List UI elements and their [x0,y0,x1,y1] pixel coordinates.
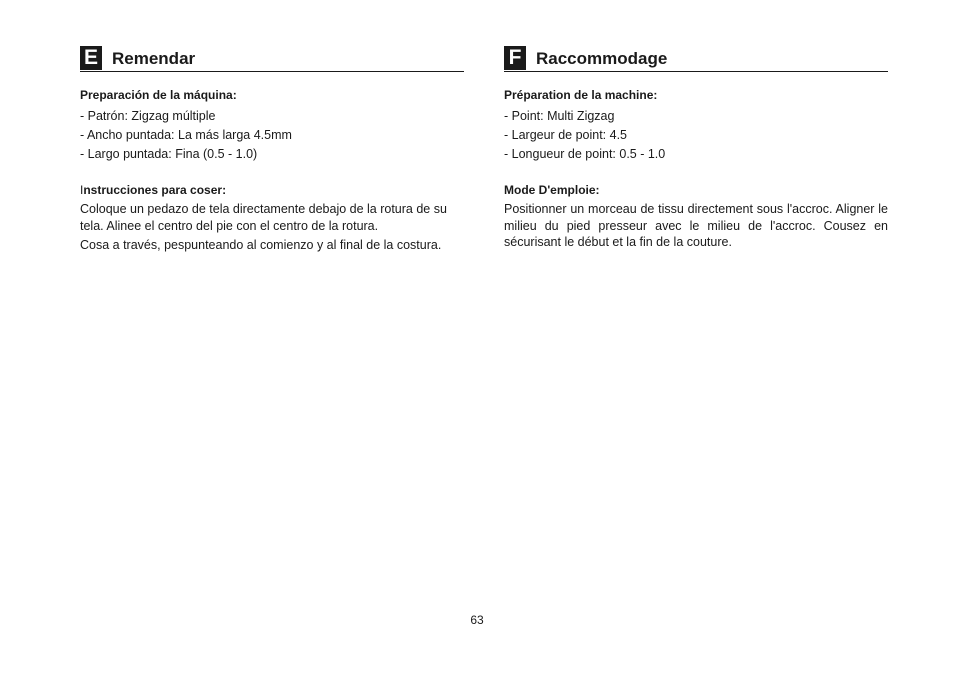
french-section-header [504,45,888,72]
preparation-list [504,107,888,164]
spanish-section-header [80,45,464,72]
page-number: 63 [470,613,484,627]
section-title-remendar: Remendar [112,49,196,68]
preparation-list [80,107,464,164]
list-item: - Longueur de point: 0.5 - 1.0 [504,147,666,161]
list-item: - Point: Multi Zigzag [504,109,615,123]
instructions-heading: Mode D'emploie: [504,183,600,197]
spanish-section [80,45,464,254]
instructions-paragraph: Positionner un morceau de tissu directement sous l'accroc. Aligner le milieu du pied presseur avec le milieu de l'accroc. Cousez en sécurisant le début et la fin de la couture. [504,202,888,249]
preparation-heading: Préparation de la machine: [504,88,658,102]
instructions-heading [80,183,464,198]
instructions-heading-rest: nstrucciones para coser: [83,183,227,197]
section-title-raccommodage: Raccommodage [536,49,668,68]
french-section [504,45,888,251]
list-item: - Largo puntada: Fina (0.5 - 1.0) [80,147,258,161]
instructions-paragraph: Cosa a través, pespunteando al comienzo y al final de la costura. [80,238,442,252]
list-item: - Patrón: Zigzag múltiple [80,109,216,123]
language-badge-e: E [80,46,102,70]
list-item: - Largeur de point: 4.5 [504,128,627,142]
preparation-heading: Preparación de la máquina: [80,88,237,102]
instructions-paragraph: Coloque un pedazo de tela directamente debajo de la rotura de su tela. Alinee el centro del pie con el centro de la rotura. [80,202,447,233]
language-badge-f: F [504,46,526,70]
instructions-heading-initial: I [80,183,84,197]
list-item: - Ancho puntada: La más larga 4.5mm [80,128,292,142]
